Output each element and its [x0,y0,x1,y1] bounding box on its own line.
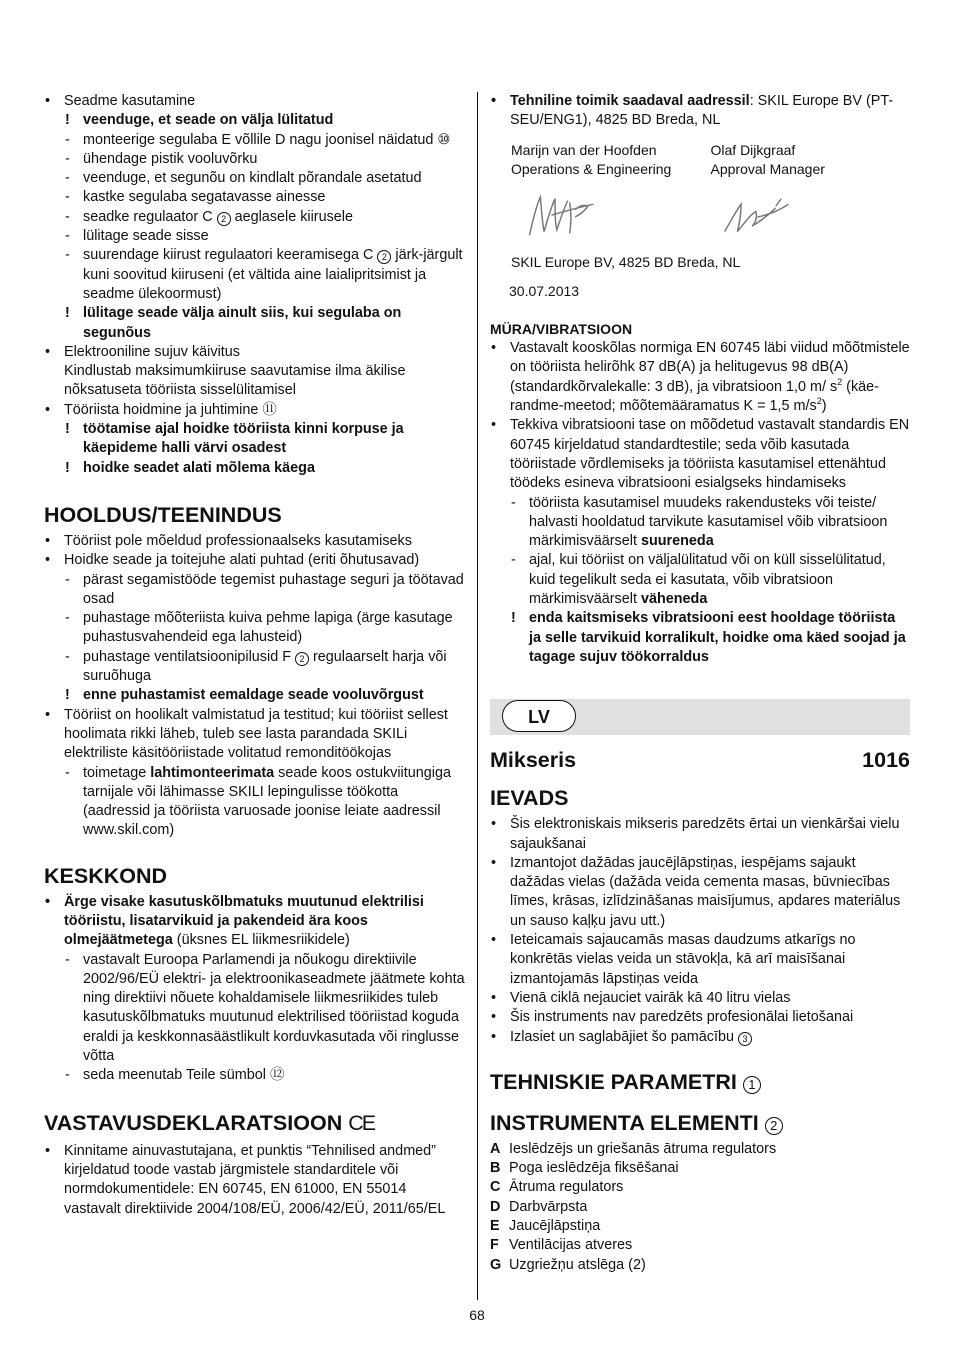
part-item: D Darbvārpsta [490,1198,588,1215]
part-item: B Poga ieslēdzēja fiksēšanai [490,1160,679,1177]
model-number: 1016 [862,748,910,773]
list-item: • Tehniline toimik saadaval aadressil: SKIL Europe BV (PT-SEU/ENG1), 4825 BD Breda, NL [491,93,894,129]
right-column [490,92,910,1275]
step-item: - vastavalt Euroopa Parlamendi ja nõukogu direktiivile 2002/96/EÜ elektri- ja elektroonikaseadmete jäätmete kohta ning direktiivi nõuete kohaldamisele liikmesriikides tuleb kasutuskõlbmatuks muutunud elektrilised tööriistad koguda eraldi ja keskkonnasäästlikult korduvkasutada või ringlusse võtta [65,951,465,1065]
signature-1-icon [524,189,601,245]
list-item: • Tööriist on hoolikalt valmistatud ja testitud; kui tööriist sellest hoolimata rikki läheb, tuleb see lasta parandada SKILi elektriliste käsitööriistade volitatud remonditöökojas [45,706,448,762]
list-item: • Šis instruments nav paredzēts profesionālai lietošanai [491,1009,854,1026]
language-badge: LV [502,700,576,732]
warning-item: ! hoidke seadet alati mõlema käega [65,459,315,476]
step-item: - kastke segulaba segatavasse ainesse [65,189,326,206]
maintenance-heading: HOOLDUS/TEENINDUS [44,502,282,527]
page-number: 68 [469,1307,485,1323]
left-column [44,92,466,1219]
elements-heading: INSTRUMENTA ELEMENTI 2 [490,1110,910,1136]
list-item: • Izlasiet un saglabājiet šo pamācību 3 [490,1028,910,1047]
noise-heading: MÜRA/VIBRATSIOON [490,321,633,338]
list-item: • Vienā ciklā nejauciet vairāk kā 40 litru vielas [491,989,791,1006]
list-item: • Seadme kasutamine [45,93,196,109]
list-item: • Šis elektroniskais mikseris paredzēts ērtai un vienkāršai vielu sajaukšanai [491,816,900,852]
figure-ref: 2 [765,1117,783,1135]
step-item: - monteerige segulaba E võllile D nagu joonisel näidatud ⑩ [65,131,451,148]
step-item: - ajal, kui tööriist on väljalülitatud või on küll sisselülitatud, kuid tegelikult seda ei kasutata, võib vibratsioon märkimisväärselt väheneda [511,552,886,608]
part-item: F Ventilācijas atveres [490,1237,633,1254]
list-item: • Izmantojot dažādas jaucējlāpstiņas, iespējams sajaukt dažādas vielas (dažāda veida cementa masas, būvniecības līmes, krāsas, izlīdzināšanas maisījumus, apdares materiālus un sauso kaļķu javu utt.) [491,854,901,929]
part-item: C Ātruma regulators [490,1179,624,1196]
list-item: • Kinnitame ainuvastutajana, et punktis “Tehnilised andmed” kirjeldatud toode vastab järgmistele standarditele või normdokumentidele: EN 60745, EN 61000, EN 55014 vastavalt direktiivide 2004/108/EÜ, 2006/42/EÜ, 2011/65/EL [45,1142,446,1217]
list-item: • Tööriist pole mõeldud professionaalseks kasutamiseks [45,532,412,549]
warning-item: ! enda kaitsmiseks vibratsiooni eest hooldage tööriista ja selle tarvikuid korralikult, hoidke oma käed soojad ja tagage sujuv töökorraldus [511,610,906,665]
list-item: • Tööriista hoidmine ja juhtimine ⑪ [45,401,277,418]
figure-ref: 1 [743,1076,761,1094]
language-bar [490,699,910,735]
tech-params-heading: TEHNISKIE PARAMETRI 1 [490,1069,910,1095]
figure-ref: 2 [377,250,391,264]
step-item: - seda meenutab Teile sümbol ⑫ [65,1067,285,1084]
declaration-date: 30.07.2013 [509,282,580,299]
company-address: SKIL Europe BV, 4825 BD Breda, NL [511,253,741,270]
conformity-section [44,1142,466,1219]
step-item: - puhastage mõõteriista kuiva pehme lapiga (ärge kasutage puhastusvahendeid ega lahusteid) [65,610,453,646]
list-item: • Elektrooniline sujuv käivitus Kindlustab maksimumkiiruse saavutamise ilma äkilise nõksatuseta tööriista sisselülitamisel [45,343,406,399]
maintenance-section [44,532,466,841]
figure-ref: 2 [295,652,309,666]
noise-section [490,339,910,667]
step-item: - tööriista kasutamisel muudeks rakendusteks või teiste/ halvasti hooldatud tarvikute kasutamisel võib vibratsioon märkimisväärselt suureneda [511,494,888,550]
conformity-heading: VASTAVUSDEKLARATSIOON CE [44,1110,375,1135]
usage-section [44,92,466,478]
intro-section [490,815,910,1047]
step-item: - seadke regulaator C 2 aeglasele kiirusele [65,208,353,225]
figure-ref: ⑩ [437,131,451,148]
step-item: - pärast segamistööde tegemist puhastage seguri ja töötavad osad [65,571,464,607]
techfile-section [490,92,910,131]
environment-section [44,893,466,1086]
list-item: • Hoidke seade ja toitejuhe alati puhtad (eriti õhutusavad) [45,552,420,569]
product-title: Mikseris 1016 [490,748,910,773]
warning-item: ! veenduge, et seade on välja lülitatud [65,112,334,129]
part-item: E Jaucējlāpstiņa [490,1217,601,1234]
column-divider [477,92,478,1300]
warning-item: ! enne puhastamist eemaldage seade vooluvõrgust [65,687,424,704]
step-item: - veenduge, et segunõu on kindlalt põrandale asetatud [65,170,422,187]
part-item: G Uzgriežņu atslēga (2) [490,1256,646,1273]
list-item: • Ieteicamais sajaucamās masas daudzums atkarīgs no konkrētās vielas veida un stāvokļa, kā arī maisīšanai izmantojamās lāpstiņas veida [491,932,856,987]
figure-ref: ⑪ [262,401,277,418]
figure-ref: ⑫ [269,1067,285,1084]
warning-item: ! lülitage seade välja ainult siis, kui segulaba on segunõus [65,305,402,341]
step-item: - toimetage lahtimonteerimata seade koos ostukviitungiga tarnijale või lähimasse SKILI lepingulisse töökotta (aadressid ja tööriista varuosade joonise leiate aadressil www.skil.com) [65,764,451,839]
parts-list [490,1140,910,1275]
list-item: • Vastavalt kooskõlas normiga EN 60745 läbi viidud mõõtmistele on tööriista helirõhk 87 dB(A) ja helitugevus 98 dB(A) (standardkõrvalekalle: 3 dB), ja vibratsioon 1,0 m/ $s^2$ (käe-randme-meetod; mõõtemääramatus K = 1,5 $m/s^2$) [491,340,910,415]
figure-ref: 3 [738,1032,752,1046]
signatories: Marijn van der Hoofden Operations & Engineering Olaf Dijkgraaf Approval Manager [511,141,825,177]
list-item: • Tekkiva vibratsiooni tase on mõõdetud vastavalt standardis EN 60745 kirjeldatud standardtestile; seda võib kasutada tööriistade võrdlemiseks ja tööriista kasutamisel ettenähtud töödeks esineva vibratsiooni esialgseks hindamiseks [491,417,910,492]
environment-heading: KESKKOND [44,863,168,888]
step-item: - puhastage ventilatsioonipilusid F 2 regulaarselt harja või suruõhuga [65,648,447,685]
intro-heading: IEVADS [490,786,569,811]
figure-ref: 2 [217,212,231,226]
part-item: A Ieslēdzējs un griešanās ātruma regulators [490,1140,777,1157]
list-item: • Ärge visake kasutuskõlbmatuks muutunud elektrilisi tööriistu, lisatarvikuid ja pakendeid ära koos olmejäätmetega (üksnes EL liikmesriikidele) [45,893,424,949]
signatures [490,185,910,249]
step-item: - lülitage seade sisse [65,228,209,245]
ce-mark-icon: CE [348,1110,375,1135]
signature-2-icon [721,193,790,241]
warning-item: ! töötamise ajal hoidke tööriista kinni korpuse ja käepideme halli värvi osadest [65,421,404,457]
step-item: - ühendage pistik vooluvõrku [65,150,258,167]
step-item: - suurendage kiirust regulaatori keeramisega C 2 järk-järgult kuni soovitud kiiruseni (et vältida aine laialipritsimist ja seadme ülekoormust) [65,247,463,302]
